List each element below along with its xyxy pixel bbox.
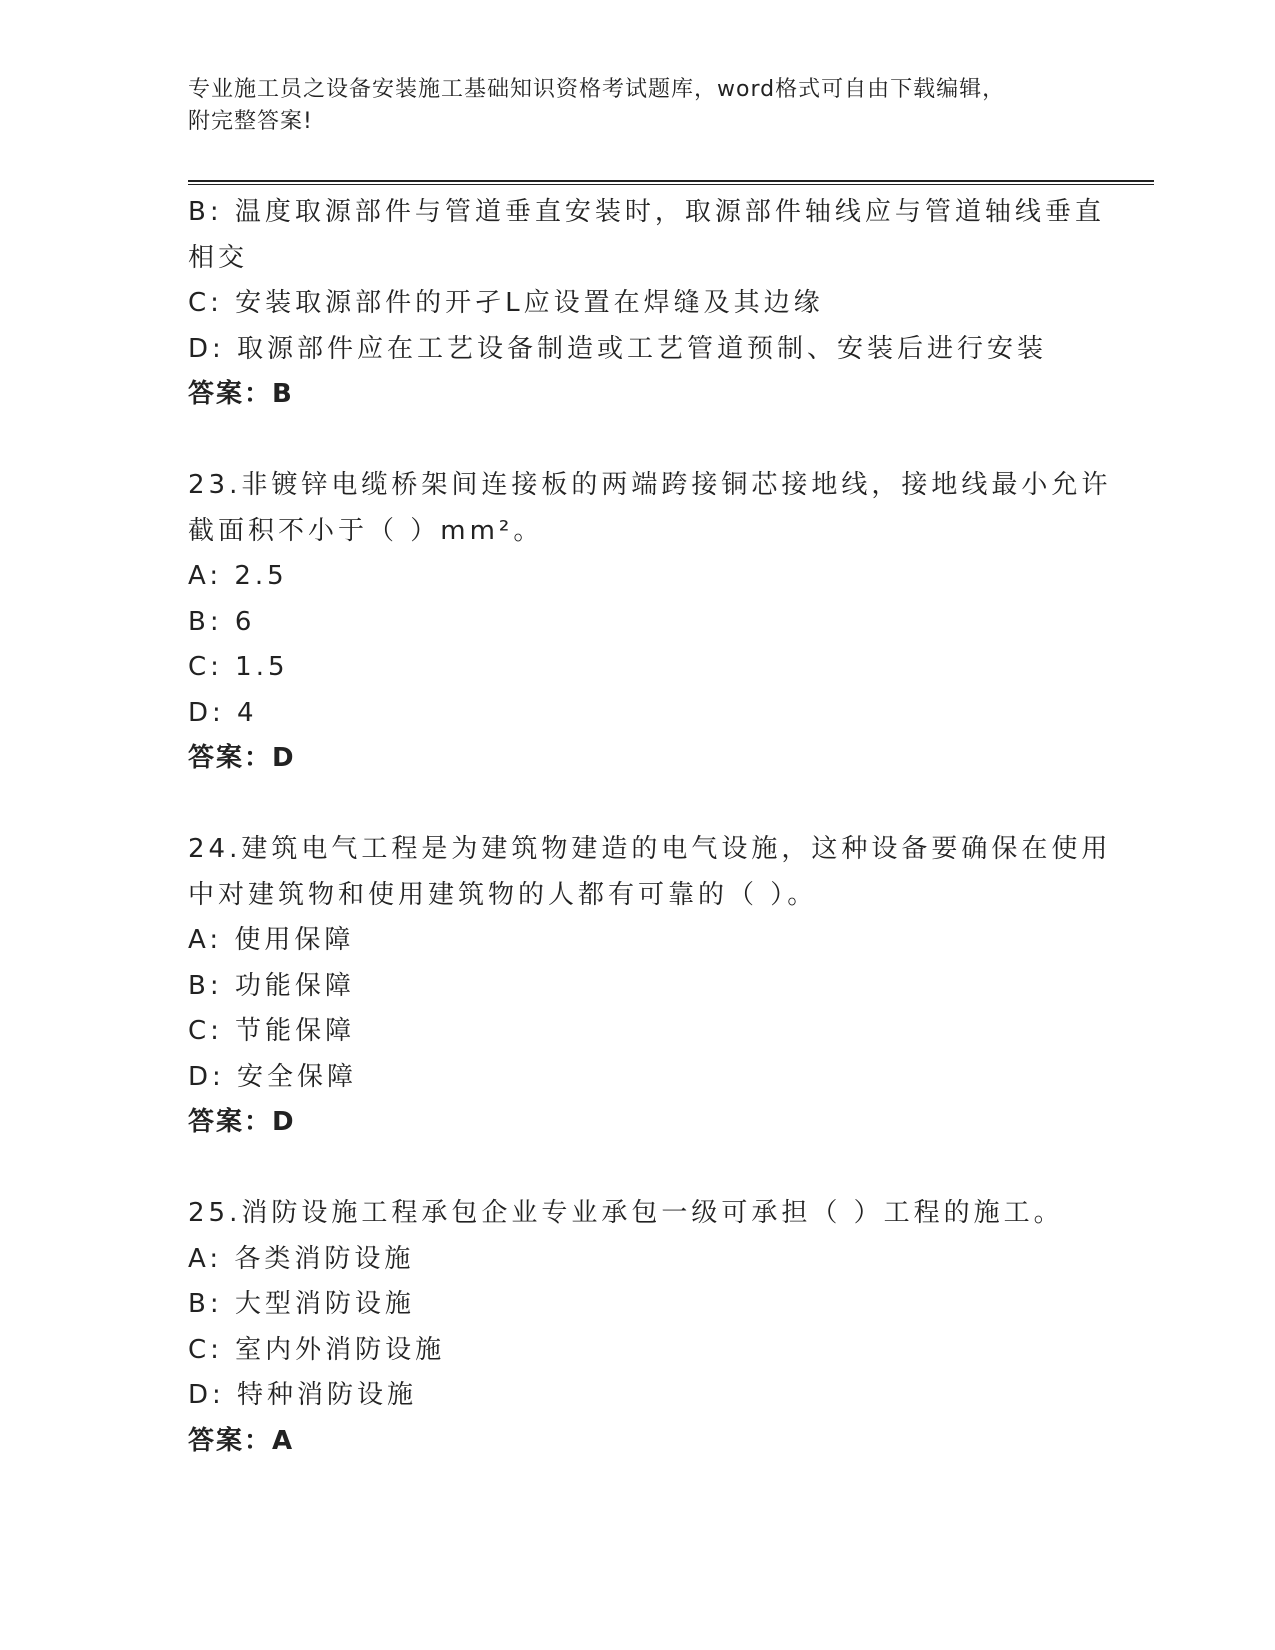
question-22-block xyxy=(188,190,1105,418)
document-body xyxy=(188,190,1112,1464)
q25-stem-line-1: 25.消防设施工程承包企业专业承包一级可承担（ ）工程的施工。 xyxy=(188,1198,1064,1228)
q23-stem-line-2: 截面积不小于（ ）mm²。 xyxy=(188,515,544,546)
spacer xyxy=(188,418,1088,464)
q22-option-b-line-2: 相交 xyxy=(188,242,249,273)
q25-answer: 答案：A xyxy=(188,1425,295,1456)
q23-option-a: A: 2.5 xyxy=(188,561,288,591)
q23-option-b: B: 6 xyxy=(188,606,256,637)
q24-stem-line-2: 中对建筑物和使用建筑物的人都有可靠的（ ）。 xyxy=(188,879,818,910)
question-24-block xyxy=(188,827,1112,1146)
header-line-2: 附完整答案! xyxy=(188,109,313,134)
q25-option-c: C: 室内外消防设施 xyxy=(188,1334,446,1365)
q24-option-b: B: 功能保障 xyxy=(188,970,355,1001)
header-divider xyxy=(188,180,1154,185)
q24-stem-line-1: 24.建筑电气工程是为建筑物建造的电气设施，这种设备要确保在使用 xyxy=(188,834,1112,864)
q22-option-c: C: 安装取源部件的开孑L应设置在焊缝及其边缘 xyxy=(188,288,824,318)
spacer xyxy=(188,782,1088,828)
q23-answer: 答案：D xyxy=(188,743,296,773)
q24-option-d: D: 安全保障 xyxy=(188,1061,358,1092)
q22-answer: 答案：B xyxy=(188,379,294,409)
q23-option-d: D: 4 xyxy=(188,697,258,728)
q24-answer: 答案：D xyxy=(188,1107,296,1137)
q24-option-a: A: 使用保障 xyxy=(188,925,355,955)
spacer xyxy=(188,1146,1088,1192)
document-header xyxy=(188,74,1088,138)
q23-option-c: C: 1.5 xyxy=(188,652,289,682)
header-line-1: 专业施工员之设备安装施工基础知识资格考试题库，word格式可自由下载编辑， xyxy=(188,77,1006,102)
q24-option-c: C: 节能保障 xyxy=(188,1016,356,1046)
q22-option-d: D: 取源部件应在工艺设备制造或工艺管道预制、安装后进行安装 xyxy=(188,333,1048,364)
q22-option-b-line-1: B: 温度取源部件与管道垂直安装时，取源部件轴线应与管道轴线垂直 xyxy=(188,197,1105,227)
q25-option-b: B: 大型消防设施 xyxy=(188,1289,415,1319)
question-23-block xyxy=(188,463,1112,782)
question-25-block xyxy=(188,1191,1088,1464)
q25-option-a: A: 各类消防设施 xyxy=(188,1243,415,1274)
q25-option-d: D: 特种消防设施 xyxy=(188,1380,418,1410)
q23-stem-line-1: 23.非镀锌电缆桥架间连接板的两端跨接铜芯接地线，接地线最小允许 xyxy=(188,470,1112,500)
